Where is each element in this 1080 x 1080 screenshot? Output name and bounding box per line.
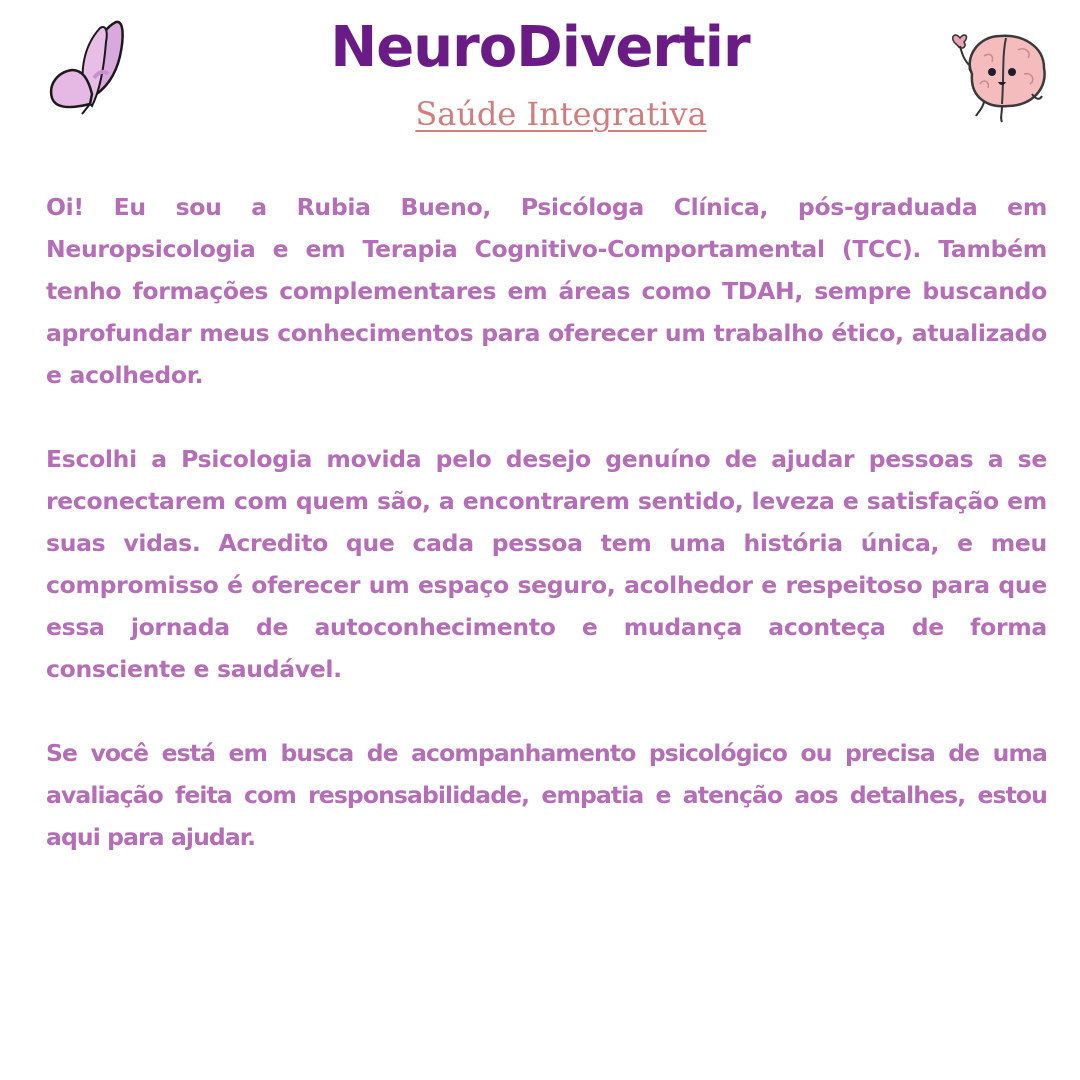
brand-subtitle: Saúde Integrativa [415,95,707,133]
header [0,0,1080,150]
bio-content [46,186,1047,900]
bio-paragraph-intro: Oi! Eu sou a Rubia Bueno, Psicóloga Clínica, pós-graduada em Neuropsicologia e em Terapia Cognitivo-Comportamental (TCC). Também tenho formações complementares em áreas como TDAH, sempre buscando aprofundar meus conhecimentos para oferecer um trabalho ético, atualizado e acolhedor. [46,193,1047,389]
brain-mascot-icon [944,26,1056,126]
bio-paragraph-motivation: Escolhi a Psicologia movida pelo desejo genuíno de ajudar pessoas a se reconectarem com quem são, a encontrarem sentido, leveza e satisfação em suas vidas. Acredito que cada pessoa tem uma história única, e meu compromisso é oferecer um espaço seguro, acolhedor e respeitoso para que essa jornada de autoconhecimento e mudança aconteça de forma consciente e saudável. [46,445,1047,683]
bio-paragraph-invitation: Se você está em busca de acompanhamento psicológico ou precisa de uma avaliação feita com responsabilidade, empatia e atenção aos detalhes, estou aqui para ajudar. [46,739,1047,851]
brand-title: NeuroDivertir [330,15,750,80]
